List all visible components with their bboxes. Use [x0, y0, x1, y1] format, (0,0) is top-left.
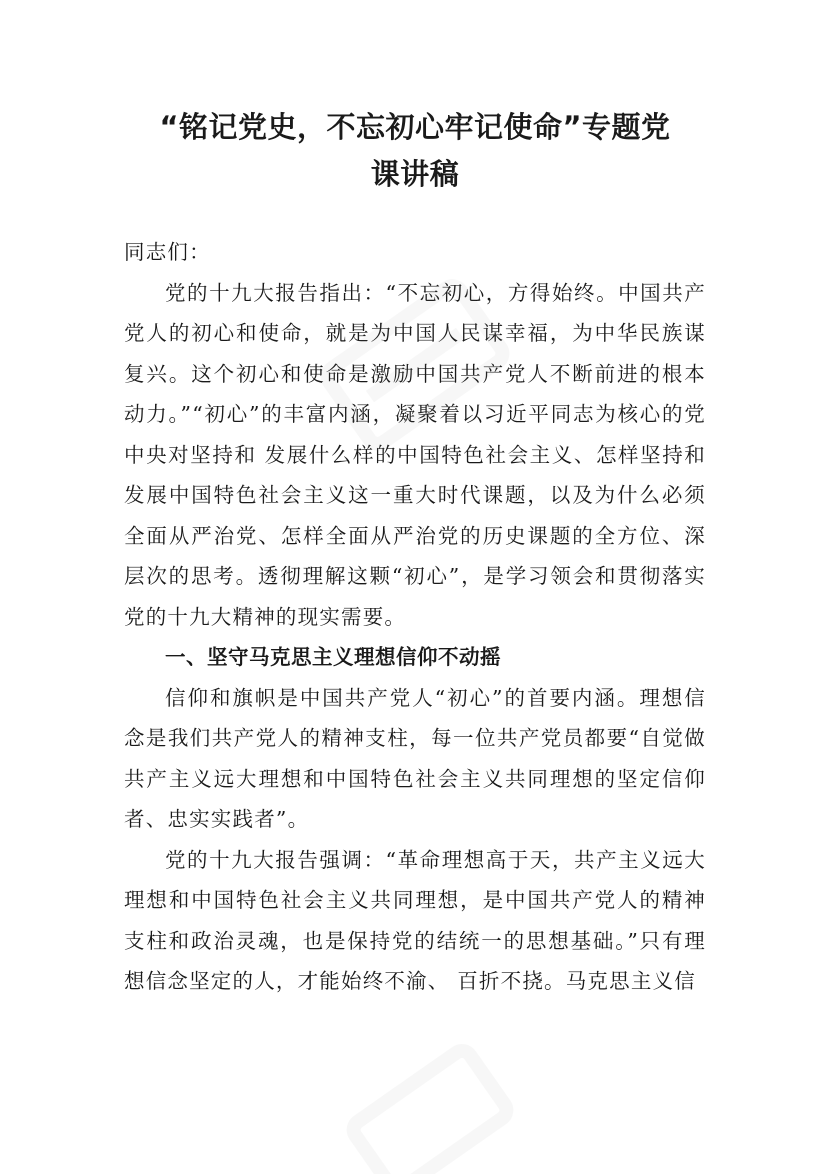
- salutation: 同志们：: [124, 240, 211, 264]
- title-line-1: “铭记党史，不忘初心牢记使命”专题党: [159, 110, 671, 144]
- paragraph-section1-a: 信仰和旗帜是中国共产党人“初心”的首要内涵。理想信念是我们共产党人的精神支柱，每一位共产党员都要“自觉做共产主义远大理想和中国特色社会主义共同理想的坚定信仰者、忠实实践者”。: [124, 685, 706, 831]
- title-line-2: 课讲稿: [370, 157, 460, 191]
- document-title: [124, 104, 706, 198]
- paragraph-section1-b: 党的十九大报告强调：“革命理想高于天，共产主义远大理想和中国特色社会主义共同理想，是中国共产党人的精神支柱和政治灵魂，也是保持党的结统一的思想基础。”只有理想信念坚定的人，才能始终不渝、 百折不挠。马克思主义信: [124, 847, 706, 993]
- section-heading-1: 一、坚守马克思主义理想信仰不动摇: [165, 645, 501, 669]
- paragraph-intro: 党的十九大报告指出：“不忘初心，方得始终。中国共产党人的初心和使命，就是为中国人民谋幸福，为中华民族谋复兴。这个初心和使命是激励中国共产党人不断前进的根本动力。”“初心”的丰富内涵，凝聚着以习近平同志为核心的党中央对坚持和 发展什么样的中国特色社会主义、怎样坚持和发展中国特色社会主义这一重大时代课题，以及为什么必须全面从严治党、怎样全面从严治党的历史课题的全方位、深层次的思考。透彻理解这颗“初心”，是学习领会和贯彻落实党的十九大精神的现实需要。: [124, 280, 706, 629]
